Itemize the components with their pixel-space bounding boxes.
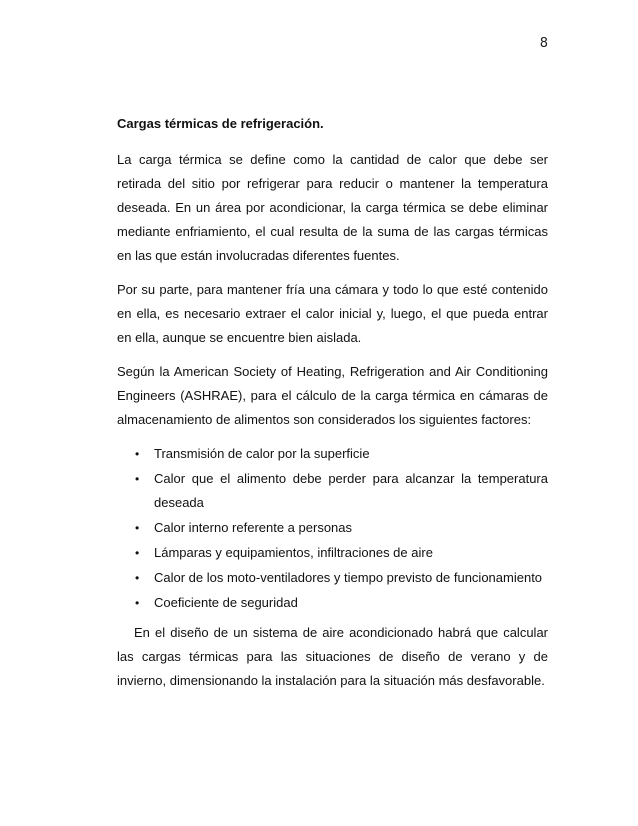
bullet-icon: • bbox=[135, 596, 140, 610]
list-item bbox=[135, 566, 548, 590]
list-item-text: Transmisión de calor por la superficie bbox=[154, 446, 370, 461]
list-item-text: Calor de los moto-ventiladores y tiempo previsto de funcionamiento bbox=[154, 570, 543, 585]
list-item-text: Calor que el alimento debe perder para alcanzar la temperatura deseada bbox=[154, 471, 548, 510]
list-item bbox=[135, 541, 548, 565]
page-number: 8 bbox=[539, 36, 548, 51]
list-item-text: Lámparas y equipamientos, infiltraciones de aire bbox=[154, 545, 433, 560]
paragraph-cold-chamber: Por su parte, para mantener fría una cámara y todo lo que esté contenido en ella, es necesario extraer el calor inicial y, luego, el que pueda entrar en ella, aunque se encuentre bien aislada. bbox=[117, 282, 548, 345]
list-item-text: Calor interno referente a personas bbox=[154, 520, 353, 535]
document-body bbox=[117, 112, 548, 703]
factors-list bbox=[117, 442, 548, 615]
bullet-icon: • bbox=[135, 447, 140, 461]
list-item bbox=[135, 516, 548, 540]
paragraph-closing: En el diseño de un sistema de aire acondicionado habrá que calcular las cargas térmicas para las situaciones de diseño de verano y de invierno, dimensionando la instalación para la situación más desfavorable. bbox=[117, 625, 548, 688]
list-item-text: Coeficiente de seguridad bbox=[154, 595, 298, 610]
bullet-icon: • bbox=[135, 546, 140, 560]
bullet-icon: • bbox=[135, 472, 140, 486]
section-heading: Cargas térmicas de refrigeración. bbox=[117, 116, 324, 131]
paragraph-definition: La carga térmica se define como la cantidad de calor que debe ser retirada del sitio por refrigerar para reducir o mantener la temperatura deseada. En un área por acondicionar, la carga térmica se debe eliminar mediante enfriamiento, el cual resulta de la suma de las cargas térmicas en las que están involucradas diferentes fuentes. bbox=[117, 152, 548, 263]
bullet-icon: • bbox=[135, 521, 140, 535]
list-item bbox=[135, 467, 548, 515]
list-item bbox=[135, 442, 548, 466]
paragraph-ashrae: Según la American Society of Heating, Refrigeration and Air Conditioning Engineers (ASHRAE), para el cálculo de la carga térmica en cámaras de almacenamiento de alimentos son considerados los siguientes factores: bbox=[117, 364, 548, 427]
bullet-icon: • bbox=[135, 571, 140, 585]
list-item bbox=[135, 591, 548, 615]
